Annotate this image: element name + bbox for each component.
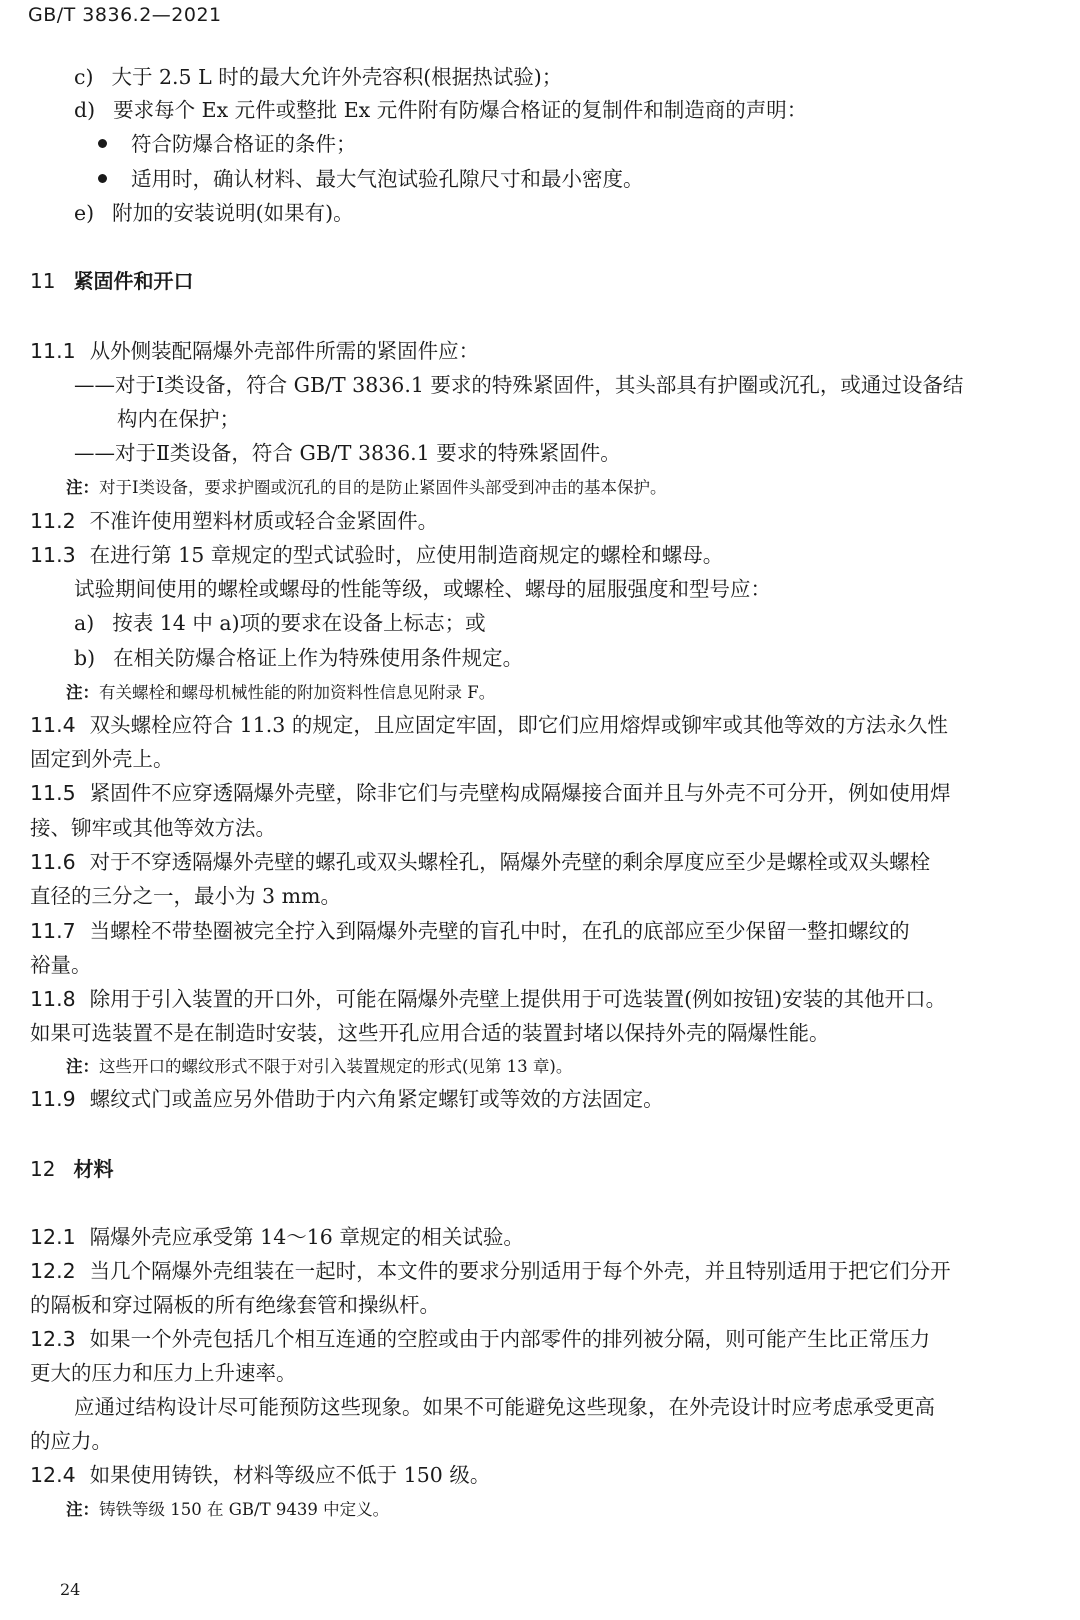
clause-text: 当螺栓不带垫圈被完全拧入到隔爆外壳壁的盲孔中时，在孔的底部应至少保留一整扣螺纹的 bbox=[89, 919, 910, 943]
clause-number: 11.4 bbox=[30, 713, 76, 737]
clause-11-1 bbox=[30, 338, 479, 364]
clause-number: 11.7 bbox=[30, 919, 76, 943]
dash-item-1b: 构内在保护； bbox=[117, 407, 240, 431]
clause-text: 隔爆外壳应承受第 14～16 章规定的相关试验。 bbox=[89, 1225, 524, 1249]
note-label: 注： bbox=[66, 1500, 99, 1519]
clause-12-4 bbox=[30, 1462, 490, 1488]
clause-number: 12.3 bbox=[30, 1327, 76, 1351]
bullet-text: 适用时，确认材料、最大气泡试验孔隙尺寸和最小密度。 bbox=[131, 167, 644, 191]
clause-number: 11.9 bbox=[30, 1087, 76, 1111]
clause-text: 如果使用铸铁，材料等级应不低于 150 级。 bbox=[89, 1463, 491, 1487]
note-label: 注： bbox=[66, 683, 99, 702]
clause-12-2-cont: 的隔板和穿过隔板的所有绝缘套管和操纵杆。 bbox=[30, 1293, 440, 1317]
list-label: d) bbox=[74, 98, 96, 122]
note-text: 这些开口的螺纹形式不限于对引入装置规定的形式(见第 13 章)。 bbox=[99, 1057, 573, 1076]
clause-number: 11.1 bbox=[30, 339, 76, 363]
note-1 bbox=[66, 475, 667, 501]
note-text: 有关螺栓和螺母机械性能的附加资料性信息见附录 F。 bbox=[99, 683, 496, 702]
list-item-c bbox=[74, 64, 562, 90]
note-label: 注： bbox=[66, 478, 99, 497]
clause-text: 在进行第 15 章规定的型式试验时，应使用制造商规定的螺栓和螺母。 bbox=[89, 543, 724, 567]
clause-number: 11.8 bbox=[30, 987, 76, 1011]
clause-11-2 bbox=[30, 508, 438, 534]
clause-number: 12.1 bbox=[30, 1225, 76, 1249]
clause-11-6 bbox=[30, 849, 930, 875]
clause-number: 12.4 bbox=[30, 1463, 76, 1487]
page-number: 24 bbox=[60, 1580, 81, 1599]
clause-11-7 bbox=[30, 918, 910, 944]
clause-12-3-para: 应通过结构设计尽可能预防这些现象。如果不可能避免这些现象，在外壳设计时应考虑承受更高 bbox=[74, 1395, 935, 1419]
clause-11-5 bbox=[30, 780, 951, 806]
bullet-item-2 bbox=[98, 166, 644, 192]
clause-11-4 bbox=[30, 712, 948, 738]
clause-text: 螺纹式门或盖应另外借助于内六角紧定螺钉或等效的方法固定。 bbox=[89, 1087, 664, 1111]
clause-11-9 bbox=[30, 1086, 664, 1112]
list-item-e bbox=[74, 200, 354, 226]
clause-11-4-cont: 固定到外壳上。 bbox=[30, 747, 174, 771]
clause-number: 11.3 bbox=[30, 543, 76, 567]
clause-11-6-cont: 直径的三分之一，最小为 3 mm。 bbox=[30, 884, 341, 908]
list-text: 要求每个 Ex 元件或整批 Ex 元件附有防爆合格证的复制件和制造商的声明： bbox=[113, 98, 808, 122]
list-label: a) bbox=[74, 611, 95, 635]
clause-12-2 bbox=[30, 1258, 951, 1284]
section-12-heading bbox=[30, 1156, 113, 1182]
clause-text: 双头螺栓应符合 11.3 的规定，且应固定牢固，即它们应用熔焊或铆牢或其他等效的方法永久性 bbox=[89, 713, 948, 737]
clause-text: 紧固件不应穿透隔爆外壳壁，除非它们与壳壁构成隔爆接合面并且与外壳不可分开，例如使用焊 bbox=[89, 781, 951, 805]
clause-text: 如果一个外壳包括几个相互连通的空腔或由于内部零件的排列被分隔，则可能产生比正常压力 bbox=[89, 1327, 931, 1351]
clause-12-1 bbox=[30, 1224, 524, 1250]
clause-number: 11.5 bbox=[30, 781, 76, 805]
clause-text: 从外侧装配隔爆外壳部件所需的紧固件应： bbox=[89, 339, 480, 363]
dash-item-1a: ——对于Ⅰ类设备，符合 GB/T 3836.1 要求的特殊紧固件，其头部具有护圈或沉孔，或通过设备结 bbox=[74, 373, 964, 397]
list-text: 附加的安装说明(如果有)。 bbox=[112, 201, 354, 225]
note-3 bbox=[66, 1054, 572, 1080]
list-text: 在相关防爆合格证上作为特殊使用条件规定。 bbox=[113, 646, 524, 670]
dash-item-2: ——对于Ⅱ类设备，符合 GB/T 3836.1 要求的特殊紧固件。 bbox=[74, 441, 621, 465]
note-4 bbox=[66, 1497, 389, 1523]
bullet-icon bbox=[98, 174, 107, 183]
section-title: 紧固件和开口 bbox=[73, 269, 194, 293]
section-number: 11 bbox=[30, 269, 56, 293]
clause-12-3 bbox=[30, 1326, 930, 1352]
note-text: 对于Ⅰ类设备，要求护圈或沉孔的目的是防止紧固件头部受到冲击的基本保护。 bbox=[99, 478, 667, 497]
list-item-d bbox=[74, 97, 807, 123]
list-text: 按表 14 中 a)项的要求在设备上标志；或 bbox=[112, 611, 486, 635]
clause-11-3-a bbox=[74, 610, 486, 636]
clause-11-7-cont: 裕量。 bbox=[30, 953, 92, 977]
clause-11-8-cont: 如果可选装置不是在制造时安装，这些开孔应用合适的装置封堵以保持外壳的隔爆性能。 bbox=[30, 1021, 830, 1045]
note-2 bbox=[66, 680, 495, 706]
clause-number: 11.2 bbox=[30, 509, 76, 533]
clause-11-8 bbox=[30, 986, 946, 1012]
note-text: 铸铁等级 150 在 GB/T 9439 中定义。 bbox=[99, 1500, 390, 1519]
clause-text: 不准许使用塑料材质或轻合金紧固件。 bbox=[89, 509, 439, 533]
clause-number: 11.6 bbox=[30, 850, 76, 874]
clause-11-5-cont: 接、铆牢或其他等效方法。 bbox=[30, 816, 276, 840]
clause-11-3 bbox=[30, 542, 723, 568]
clause-text: 除用于引入装置的开口外，可能在隔爆外壳壁上提供用于可选装置(例如按钮)安装的其他开口。 bbox=[89, 987, 947, 1011]
clause-text: 对于不穿透隔爆外壳壁的螺孔或双头螺栓孔，隔爆外壳壁的剩余厚度应至少是螺栓或双头螺栓 bbox=[89, 850, 931, 874]
list-text: 大于 2.5 L 时的最大允许外壳容积(根据热试验)； bbox=[111, 65, 563, 89]
standard-header: GB/T 3836.2—2021 bbox=[28, 4, 222, 26]
clause-11-3-para: 试验期间使用的螺栓或螺母的性能等级，或螺栓、螺母的屈服强度和型号应： bbox=[74, 577, 771, 601]
section-number: 12 bbox=[30, 1157, 56, 1181]
clause-number: 12.2 bbox=[30, 1259, 76, 1283]
list-label: b) bbox=[74, 646, 96, 670]
clause-12-3-para-cont: 的应力。 bbox=[30, 1429, 112, 1453]
bullet-item-1 bbox=[98, 131, 357, 157]
list-label: e) bbox=[74, 201, 95, 225]
section-11-heading bbox=[30, 268, 193, 294]
clause-12-3-cont: 更大的压力和压力上升速率。 bbox=[30, 1361, 297, 1385]
section-title: 材料 bbox=[73, 1157, 114, 1181]
bullet-icon bbox=[98, 139, 107, 148]
bullet-text: 符合防爆合格证的条件； bbox=[131, 132, 357, 156]
note-label: 注： bbox=[66, 1057, 99, 1076]
clause-11-3-b bbox=[74, 645, 523, 671]
list-label: c) bbox=[74, 65, 94, 89]
clause-text: 当几个隔爆外壳组装在一起时，本文件的要求分别适用于每个外壳，并且特别适用于把它们分开 bbox=[89, 1259, 951, 1283]
